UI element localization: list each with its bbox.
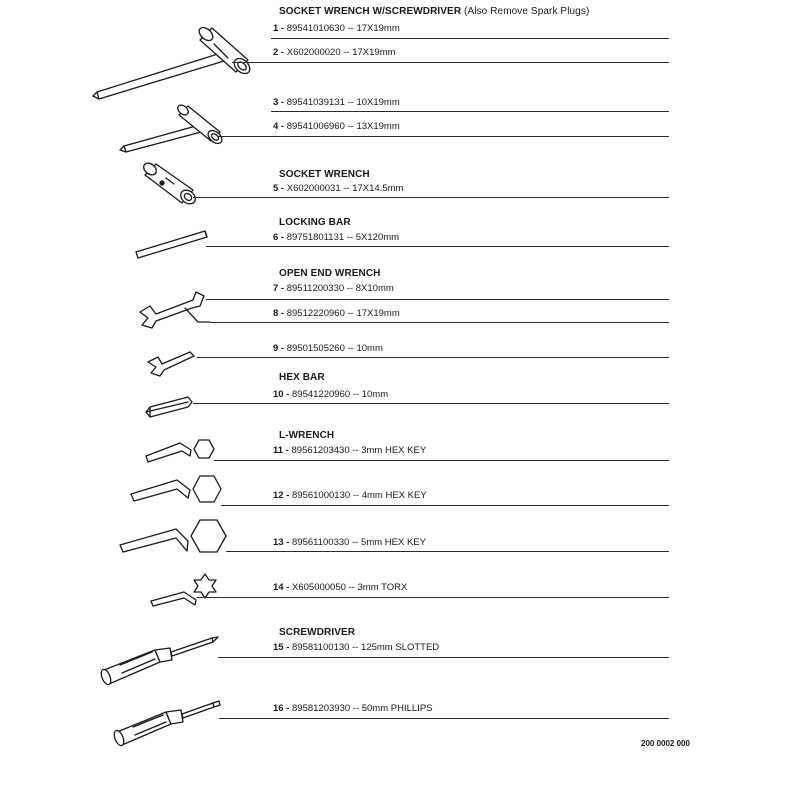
locking-bar-icon — [136, 231, 207, 258]
item-rule — [221, 505, 669, 506]
item-number: 16 - — [273, 703, 290, 714]
parts-list-item — [273, 308, 400, 319]
small-t-socket-icon — [120, 103, 224, 152]
item-number: 8 - — [273, 308, 285, 319]
item-number: 2 - — [273, 47, 285, 58]
parts-list-item — [273, 121, 400, 132]
hexagon-icon — [194, 440, 214, 458]
screwdriver-icon — [112, 701, 220, 747]
heading-l-wrench — [279, 430, 334, 441]
socket-wrench-icon — [141, 161, 198, 207]
item-rule — [226, 551, 669, 552]
item-rule — [219, 718, 669, 719]
item-rule — [206, 246, 669, 247]
item-description: 89512220960 -- 17X19mm — [286, 308, 400, 319]
item-rule — [271, 111, 669, 112]
item-description: 89511200330 -- 8X10mm — [286, 283, 394, 294]
parts-list-item — [273, 703, 433, 714]
parts-list-item — [273, 642, 439, 653]
item-description: 89561100330 -- 5mm HEX KEY — [292, 537, 426, 548]
item-description: 89581100130 -- 125mm SLOTTED — [292, 642, 440, 653]
item-number: 6 - — [273, 232, 285, 243]
parts-list-item — [273, 537, 426, 548]
item-rule — [271, 38, 669, 39]
item-rule — [193, 403, 669, 404]
heading-open-end-wrench — [279, 268, 381, 279]
heading-text: SOCKET WRENCH — [279, 169, 370, 180]
item-description: 89561203430 -- 3mm HEX KEY — [291, 445, 427, 456]
item-number: 13 - — [273, 537, 290, 548]
parts-list-item — [273, 389, 388, 400]
item-number: 4 - — [273, 121, 285, 132]
item-description: X602000031 -- 17X14.5mm — [286, 183, 404, 194]
item-number: 11 - — [273, 445, 289, 456]
parts-list-item — [273, 283, 394, 294]
item-number: 12 - — [273, 490, 290, 501]
item-description: 89541039131 -- 10X19mm — [286, 97, 400, 108]
parts-list-item — [273, 232, 399, 243]
item-description: 89541220960 -- 10mm — [292, 389, 389, 400]
parts-list-item — [273, 445, 426, 456]
item-number: 14 - — [273, 582, 290, 593]
item-description: 89541010630 -- 17X19mm — [286, 23, 400, 34]
hex-key-icon — [131, 480, 190, 501]
hexagon-icon — [191, 520, 226, 552]
item-description: 89501505260 -- 10mm — [286, 343, 383, 354]
parts-list-item — [273, 23, 400, 34]
heading-text: OPEN END WRENCH — [279, 268, 381, 279]
open-end-wrench-icon — [140, 292, 204, 328]
parts-list-item — [273, 490, 427, 501]
hex-bar-icon — [146, 397, 192, 417]
item-number: 5 - — [273, 183, 285, 194]
parts-list-item — [273, 97, 400, 108]
heading-socket-wrench-screwdriver — [279, 6, 589, 17]
item-rule — [218, 136, 669, 137]
item-rule — [197, 597, 669, 598]
combination-wrench-icon — [148, 352, 194, 376]
torx-star-icon — [194, 574, 216, 598]
screwdriver-icon — [99, 637, 218, 686]
item-rule — [214, 460, 669, 461]
item-rule — [232, 62, 669, 63]
hexagon-icon — [193, 476, 221, 502]
parts-list-item — [273, 582, 407, 593]
drawing-number: 200 0002 000 — [641, 739, 690, 748]
item-description: X602000020 -- 17X19mm — [286, 47, 396, 58]
item-rule — [193, 197, 669, 198]
hex-key-icon — [151, 592, 196, 606]
parts-list-item — [273, 47, 396, 58]
item-number: 10 - — [273, 389, 290, 400]
item-rule — [210, 322, 669, 323]
item-rule — [206, 299, 669, 300]
item-number: 1 - — [273, 23, 285, 34]
parts-list-item — [273, 343, 383, 354]
item-number: 15 - — [273, 642, 290, 653]
hex-key-icon — [146, 443, 191, 462]
item-number: 7 - — [273, 283, 285, 294]
item-rule — [197, 357, 669, 358]
item-description: X605000050 -- 3mm TORX — [292, 582, 408, 593]
item-number: 9 - — [273, 343, 285, 354]
heading-locking-bar — [279, 217, 351, 228]
heading-note: (Also Remove Spark Plugs) — [464, 6, 590, 17]
item-rule — [218, 657, 669, 658]
item-description: 89561000130 -- 4mm HEX KEY — [292, 490, 427, 501]
hex-key-icon — [120, 529, 188, 552]
item-description: 89581203930 -- 50mm PHILLIPS — [292, 703, 433, 714]
item-number: 3 - — [273, 97, 285, 108]
item-description: 89751801131 -- 5X120mm — [286, 232, 400, 243]
heading-text: LOCKING BAR — [279, 217, 351, 228]
heading-screwdriver — [279, 627, 355, 638]
t-socket-screwdriver-icon — [93, 25, 253, 99]
heading-text: SCREWDRIVER — [279, 627, 356, 638]
heading-socket-wrench — [279, 169, 370, 180]
item-description: 89541006960 -- 13X19mm — [286, 121, 400, 132]
heading-text: HEX BAR — [279, 372, 325, 383]
heading-hex-bar — [279, 372, 325, 383]
heading-text: L-WRENCH — [279, 430, 335, 441]
parts-list-item — [273, 183, 403, 194]
heading-text: SOCKET WRENCH W/SCREWDRIVER — [279, 6, 462, 17]
